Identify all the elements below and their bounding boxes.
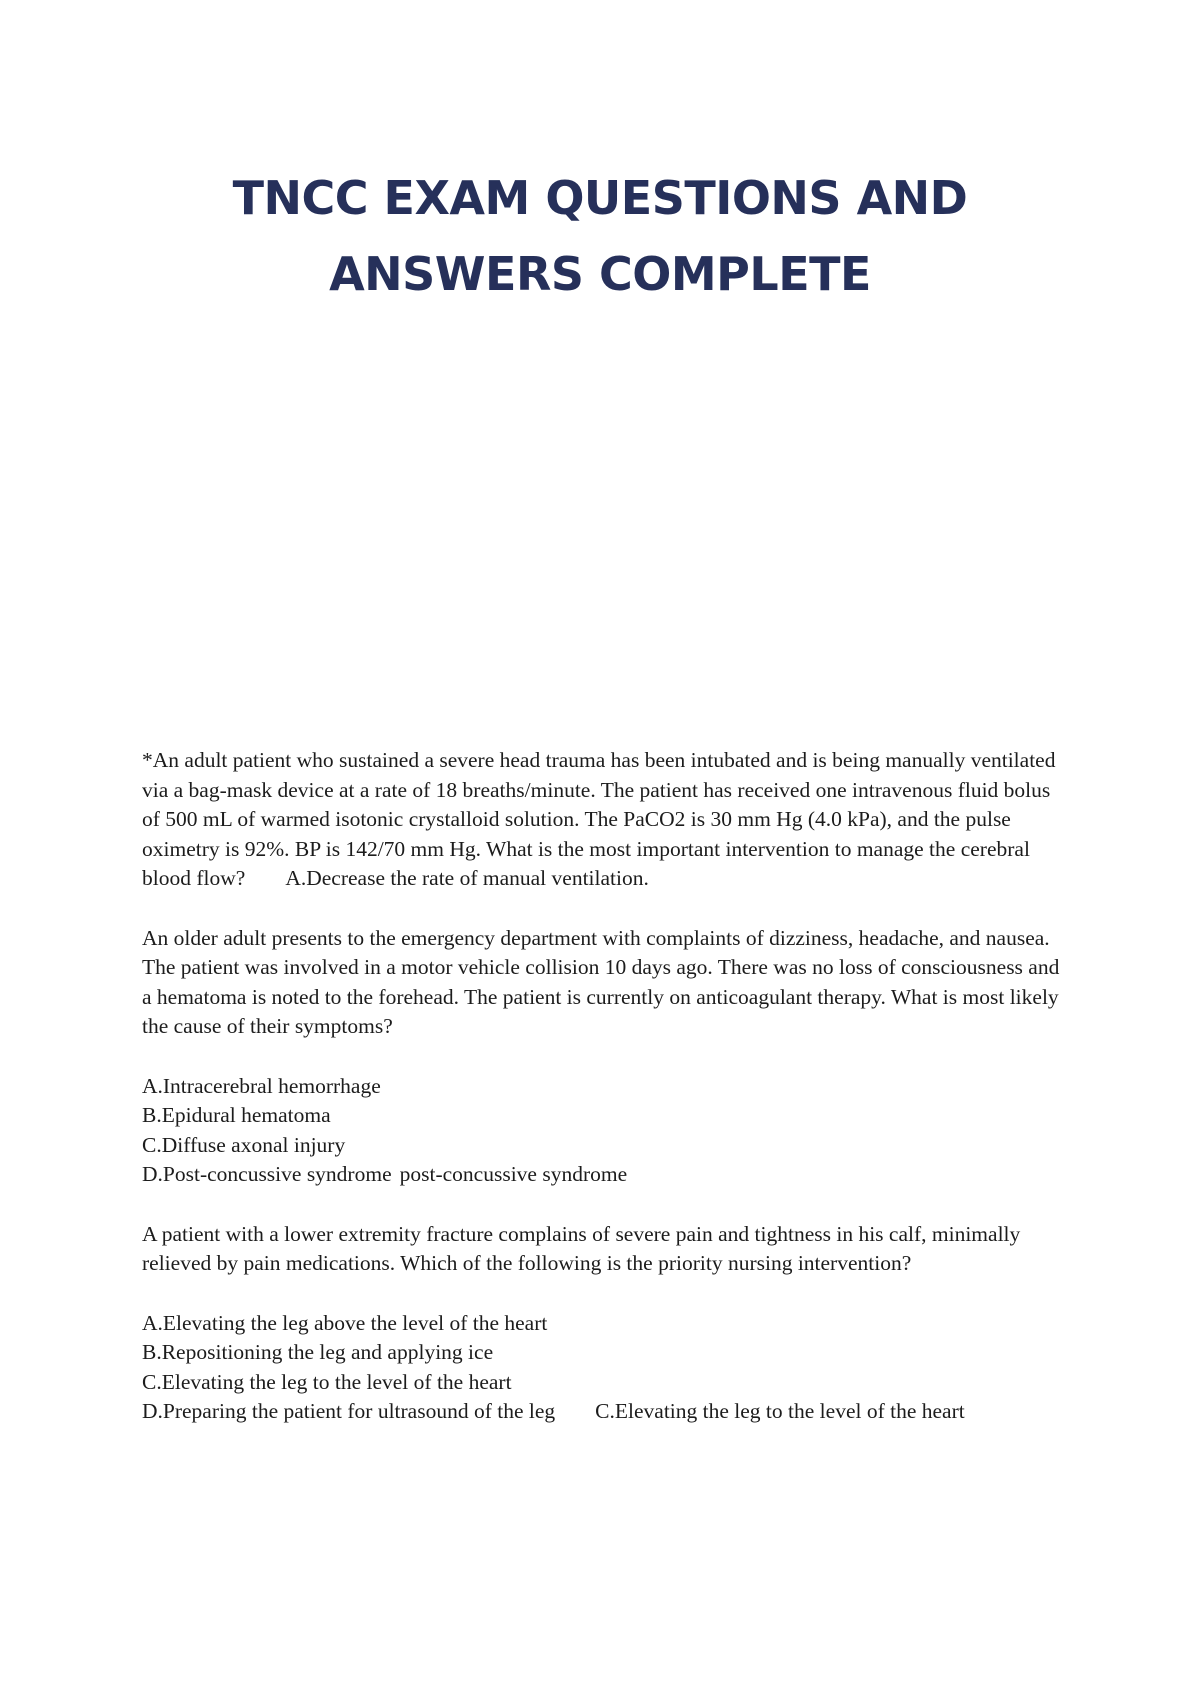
question-3-option-d-row xyxy=(142,1397,1072,1427)
question-1 xyxy=(142,746,1072,894)
question-1-text xyxy=(142,746,1072,894)
question-3-option-b: B.Repositioning the leg and applying ice xyxy=(142,1340,494,1364)
question-3-text: A patient with a lower extremity fracture complains of severe pain and tightness in his calf, minimally relieved by pain medications. Which of the following is the priority nursing intervention? xyxy=(142,1221,1021,1275)
question-3-option-d: D.Preparing the patient for ultrasound of the leg xyxy=(142,1399,556,1423)
question-2-answer: post-concussive syndrome xyxy=(399,1162,628,1186)
question-2-option-c: C.Diffuse axonal injury xyxy=(142,1132,346,1157)
question-1-prompt: *An adult patient who sustained a severe head trauma has been intubated and is being manually ventilated via a bag-mask device at a rate of 18 breaths/minute. The patient has received one intravenous fluid bolus of 500 mL of warmed isotonic crystalloid solution. The PaCO2 is 30 mm Hg (4.0 kPa), and the pulse oximetry is 92%. BP is 142/70 mm Hg. What is the most important intervention to manage the cerebral blood flow? xyxy=(142,748,1056,890)
document-title xyxy=(150,160,1050,312)
question-3 xyxy=(142,1220,1072,1279)
question-3-answer: C.Elevating the leg to the level of the heart xyxy=(595,1399,965,1423)
question-2 xyxy=(142,924,1072,1042)
question-3-option-a: A.Elevating the leg above the level of the heart xyxy=(142,1310,548,1335)
question-2-option-b: B.Epidural hematoma xyxy=(142,1103,331,1127)
question-2-option-d: D.Post-concussive syndrome xyxy=(142,1162,392,1186)
question-3-option-c: C.Elevating the leg to the level of the heart xyxy=(142,1369,512,1394)
question-2-text: An older adult presents to the emergency department with complaints of dizziness, headache, and nausea. The patient was involved in a motor vehicle collision 10 days ago. There was no loss of consciousness and a hematoma is noted to the forehead. The patient is currently on anticoagulant therapy. What is most likely the cause of their symptoms? xyxy=(142,925,1060,1038)
question-3-options xyxy=(142,1309,1072,1427)
question-1-answer: A.Decrease the rate of manual ventilation. xyxy=(285,866,649,890)
question-2-option-a: A.Intracerebral hemorrhage xyxy=(142,1073,381,1098)
document-title-line-2: ANSWERS COMPLETE xyxy=(329,247,871,301)
question-2-option-d-row xyxy=(142,1160,1072,1190)
document-title-line-1: TNCC EXAM QUESTIONS AND xyxy=(232,171,968,225)
document-body xyxy=(142,746,1072,1457)
question-2-options xyxy=(142,1072,1072,1190)
